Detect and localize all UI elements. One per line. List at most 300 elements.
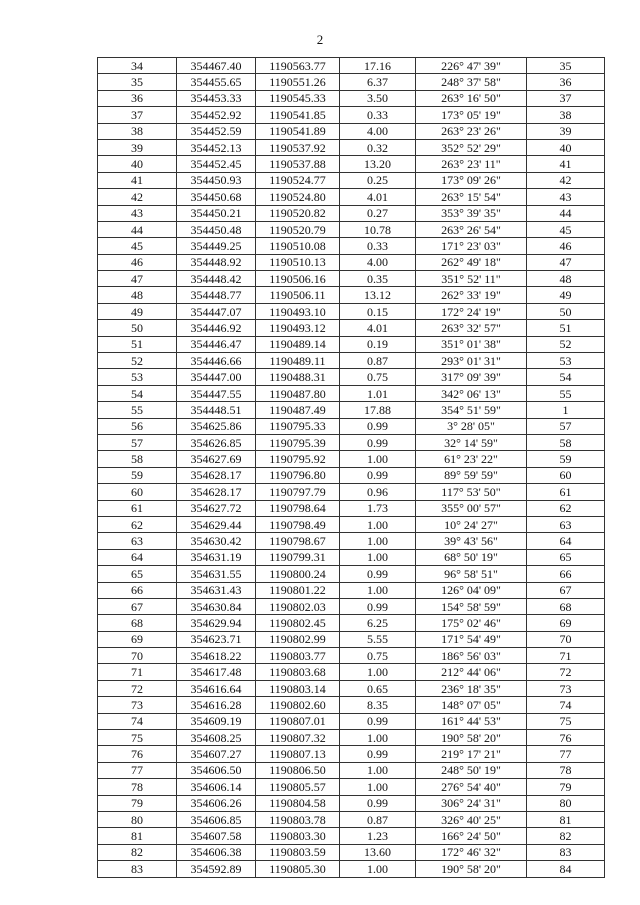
table-row: [98, 74, 605, 90]
x-coordinate-cell: 354446.47: [177, 336, 256, 352]
distance-cell: 0.99: [340, 598, 416, 614]
distance-cell: 13.12: [340, 287, 416, 303]
y-coordinate-cell: 1190803.78: [256, 811, 340, 827]
table-row: [98, 516, 605, 532]
y-coordinate-cell: 1190799.31: [256, 549, 340, 565]
distance-cell: 1.00: [340, 582, 416, 598]
page-number: 2: [316, 32, 324, 47]
x-coordinate-cell: 354616.64: [177, 680, 256, 696]
distance-cell: 1.23: [340, 828, 416, 844]
point-number-cell: 47: [98, 271, 177, 287]
x-coordinate-cell: 354448.77: [177, 287, 256, 303]
distance-cell: 1.00: [340, 451, 416, 467]
y-coordinate-cell: 1190802.03: [256, 598, 340, 614]
table-row: [98, 139, 605, 155]
distance-cell: 0.27: [340, 205, 416, 221]
next-point-number-cell: 42: [527, 172, 605, 188]
point-number-cell: 51: [98, 336, 177, 352]
point-number-cell: 40: [98, 156, 177, 172]
next-point-number-cell: 84: [527, 861, 605, 877]
point-number-cell: 72: [98, 680, 177, 696]
next-point-number-cell: 49: [527, 287, 605, 303]
table-row: [98, 303, 605, 319]
x-coordinate-cell: 354450.48: [177, 221, 256, 237]
bearing-cell: 39° 43' 56": [416, 533, 527, 549]
distance-cell: 1.00: [340, 533, 416, 549]
point-number-cell: 62: [98, 516, 177, 532]
x-coordinate-cell: 354627.72: [177, 500, 256, 516]
y-coordinate-cell: 1190807.13: [256, 746, 340, 762]
distance-cell: 1.00: [340, 664, 416, 680]
bearing-cell: 352° 52' 29": [416, 139, 527, 155]
distance-cell: 0.99: [340, 746, 416, 762]
table-row: [98, 353, 605, 369]
table-row: [98, 320, 605, 336]
bearing-cell: 96° 58' 51": [416, 566, 527, 582]
table-row: [98, 107, 605, 123]
bearing-cell: 293° 01' 31": [416, 353, 527, 369]
next-point-number-cell: 80: [527, 795, 605, 811]
table-row: [98, 205, 605, 221]
next-point-number-cell: 71: [527, 648, 605, 664]
distance-cell: 10.78: [340, 221, 416, 237]
distance-cell: 1.00: [340, 762, 416, 778]
bearing-cell: 10° 24' 27": [416, 516, 527, 532]
next-point-number-cell: 39: [527, 123, 605, 139]
bearing-cell: 317° 09' 39": [416, 369, 527, 385]
bearing-cell: 351° 01' 38": [416, 336, 527, 352]
next-point-number-cell: 38: [527, 107, 605, 123]
point-number-cell: 75: [98, 730, 177, 746]
distance-cell: 13.20: [340, 156, 416, 172]
bearing-cell: 148° 07' 05": [416, 697, 527, 713]
next-point-number-cell: 48: [527, 271, 605, 287]
next-point-number-cell: 37: [527, 90, 605, 106]
x-coordinate-cell: 354630.42: [177, 533, 256, 549]
bearing-cell: 171° 54' 49": [416, 631, 527, 647]
distance-cell: 0.87: [340, 811, 416, 827]
table-row: [98, 631, 605, 647]
next-point-number-cell: 81: [527, 811, 605, 827]
x-coordinate-cell: 354628.17: [177, 484, 256, 500]
bearing-cell: 186° 56' 03": [416, 648, 527, 664]
x-coordinate-cell: 354448.51: [177, 402, 256, 418]
y-coordinate-cell: 1190807.01: [256, 713, 340, 729]
next-point-number-cell: 74: [527, 697, 605, 713]
y-coordinate-cell: 1190803.68: [256, 664, 340, 680]
x-coordinate-cell: 354449.25: [177, 238, 256, 254]
bearing-cell: 263° 26' 54": [416, 221, 527, 237]
distance-cell: 4.01: [340, 320, 416, 336]
x-coordinate-cell: 354627.69: [177, 451, 256, 467]
bearing-cell: 190° 58' 20": [416, 861, 527, 877]
distance-cell: 5.55: [340, 631, 416, 647]
y-coordinate-cell: 1190510.08: [256, 238, 340, 254]
y-coordinate-cell: 1190796.80: [256, 467, 340, 483]
table-row: [98, 615, 605, 631]
bearing-cell: 172° 24' 19": [416, 303, 527, 319]
next-point-number-cell: 76: [527, 730, 605, 746]
point-number-cell: 45: [98, 238, 177, 254]
y-coordinate-cell: 1190806.50: [256, 762, 340, 778]
y-coordinate-cell: 1190798.49: [256, 516, 340, 532]
x-coordinate-cell: 354625.86: [177, 418, 256, 434]
point-number-cell: 66: [98, 582, 177, 598]
next-point-number-cell: 60: [527, 467, 605, 483]
table-row: [98, 336, 605, 352]
distance-cell: 0.87: [340, 353, 416, 369]
x-coordinate-cell: 354606.38: [177, 844, 256, 860]
y-coordinate-cell: 1190541.85: [256, 107, 340, 123]
table-row: [98, 828, 605, 844]
x-coordinate-cell: 354616.28: [177, 697, 256, 713]
table-row: [98, 861, 605, 877]
table-row: [98, 189, 605, 205]
y-coordinate-cell: 1190797.79: [256, 484, 340, 500]
x-coordinate-cell: 354631.43: [177, 582, 256, 598]
table-row: [98, 156, 605, 172]
next-point-number-cell: 47: [527, 254, 605, 270]
x-coordinate-cell: 354607.58: [177, 828, 256, 844]
next-point-number-cell: 70: [527, 631, 605, 647]
x-coordinate-cell: 354630.84: [177, 598, 256, 614]
y-coordinate-cell: 1190805.57: [256, 779, 340, 795]
bearing-cell: 342° 06' 13": [416, 385, 527, 401]
bearing-cell: 171° 23' 03": [416, 238, 527, 254]
x-coordinate-cell: 354446.92: [177, 320, 256, 336]
bearing-cell: 248° 37' 58": [416, 74, 527, 90]
bearing-cell: 219° 17' 21": [416, 746, 527, 762]
next-point-number-cell: 46: [527, 238, 605, 254]
point-number-cell: 58: [98, 451, 177, 467]
x-coordinate-cell: 354447.07: [177, 303, 256, 319]
point-number-cell: 53: [98, 369, 177, 385]
next-point-number-cell: 83: [527, 844, 605, 860]
x-coordinate-cell: 354450.21: [177, 205, 256, 221]
next-point-number-cell: 62: [527, 500, 605, 516]
bearing-cell: 173° 05' 19": [416, 107, 527, 123]
table-row: [98, 467, 605, 483]
bearing-cell: 276° 54' 40": [416, 779, 527, 795]
distance-cell: 6.37: [340, 74, 416, 90]
table-row: [98, 779, 605, 795]
table-row: [98, 648, 605, 664]
bearing-cell: 212° 44' 06": [416, 664, 527, 680]
x-coordinate-cell: 354606.85: [177, 811, 256, 827]
x-coordinate-cell: 354606.26: [177, 795, 256, 811]
next-point-number-cell: 65: [527, 549, 605, 565]
distance-cell: 0.75: [340, 648, 416, 664]
x-coordinate-cell: 354448.92: [177, 254, 256, 270]
y-coordinate-cell: 1190802.45: [256, 615, 340, 631]
table-row: [98, 172, 605, 188]
x-coordinate-cell: 354446.66: [177, 353, 256, 369]
distance-cell: 3.50: [340, 90, 416, 106]
point-number-cell: 38: [98, 123, 177, 139]
x-coordinate-cell: 354629.44: [177, 516, 256, 532]
next-point-number-cell: 45: [527, 221, 605, 237]
point-number-cell: 77: [98, 762, 177, 778]
bearing-cell: 263° 16' 50": [416, 90, 527, 106]
x-coordinate-cell: 354607.27: [177, 746, 256, 762]
distance-cell: 13.60: [340, 844, 416, 860]
y-coordinate-cell: 1190537.92: [256, 139, 340, 155]
y-coordinate-cell: 1190489.11: [256, 353, 340, 369]
table-row: [98, 598, 605, 614]
distance-cell: 0.96: [340, 484, 416, 500]
point-number-cell: 35: [98, 74, 177, 90]
point-number-cell: 50: [98, 320, 177, 336]
point-number-cell: 56: [98, 418, 177, 434]
table-row: [98, 697, 605, 713]
table-row: [98, 418, 605, 434]
table-row: [98, 795, 605, 811]
x-coordinate-cell: 354447.00: [177, 369, 256, 385]
next-point-number-cell: 64: [527, 533, 605, 549]
bearing-cell: 263° 23' 26": [416, 123, 527, 139]
point-number-cell: 52: [98, 353, 177, 369]
next-point-number-cell: 63: [527, 516, 605, 532]
point-number-cell: 55: [98, 402, 177, 418]
next-point-number-cell: 59: [527, 451, 605, 467]
bearing-cell: 32° 14' 59": [416, 434, 527, 450]
distance-cell: 0.65: [340, 680, 416, 696]
distance-cell: 0.35: [340, 271, 416, 287]
y-coordinate-cell: 1190803.77: [256, 648, 340, 664]
bearing-cell: 172° 46' 32": [416, 844, 527, 860]
bearing-cell: 326° 40' 25": [416, 811, 527, 827]
table-row: [98, 762, 605, 778]
y-coordinate-cell: 1190488.31: [256, 369, 340, 385]
y-coordinate-cell: 1190520.79: [256, 221, 340, 237]
next-point-number-cell: 52: [527, 336, 605, 352]
y-coordinate-cell: 1190802.99: [256, 631, 340, 647]
point-number-cell: 44: [98, 221, 177, 237]
distance-cell: 1.00: [340, 549, 416, 565]
next-point-number-cell: 69: [527, 615, 605, 631]
table-row: [98, 713, 605, 729]
y-coordinate-cell: 1190506.11: [256, 287, 340, 303]
coordinates-table: [97, 57, 605, 878]
distance-cell: 0.99: [340, 566, 416, 582]
point-number-cell: 46: [98, 254, 177, 270]
bearing-cell: 166° 24' 50": [416, 828, 527, 844]
x-coordinate-cell: 354448.42: [177, 271, 256, 287]
point-number-cell: 65: [98, 566, 177, 582]
y-coordinate-cell: 1190524.77: [256, 172, 340, 188]
x-coordinate-cell: 354631.55: [177, 566, 256, 582]
bearing-cell: 175° 02' 46": [416, 615, 527, 631]
distance-cell: 1.01: [340, 385, 416, 401]
bearing-cell: 248° 50' 19": [416, 762, 527, 778]
table-row: [98, 287, 605, 303]
y-coordinate-cell: 1190551.26: [256, 74, 340, 90]
y-coordinate-cell: 1190520.82: [256, 205, 340, 221]
next-point-number-cell: 82: [527, 828, 605, 844]
y-coordinate-cell: 1190537.88: [256, 156, 340, 172]
bearing-cell: 263° 15' 54": [416, 189, 527, 205]
next-point-number-cell: 68: [527, 598, 605, 614]
point-number-cell: 73: [98, 697, 177, 713]
point-number-cell: 71: [98, 664, 177, 680]
x-coordinate-cell: 354453.33: [177, 90, 256, 106]
distance-cell: 0.99: [340, 418, 416, 434]
y-coordinate-cell: 1190807.32: [256, 730, 340, 746]
y-coordinate-cell: 1190801.22: [256, 582, 340, 598]
point-number-cell: 34: [98, 58, 177, 74]
bearing-cell: 117° 53' 50": [416, 484, 527, 500]
table-row: [98, 566, 605, 582]
table-row: [98, 254, 605, 270]
distance-cell: 0.33: [340, 107, 416, 123]
next-point-number-cell: 61: [527, 484, 605, 500]
distance-cell: 1.00: [340, 730, 416, 746]
distance-cell: 4.00: [340, 123, 416, 139]
next-point-number-cell: 40: [527, 139, 605, 155]
distance-cell: 1.00: [340, 779, 416, 795]
y-coordinate-cell: 1190563.77: [256, 58, 340, 74]
table-row: [98, 730, 605, 746]
table-row: [98, 533, 605, 549]
table-row: [98, 451, 605, 467]
table-row: [98, 500, 605, 516]
next-point-number-cell: 78: [527, 762, 605, 778]
y-coordinate-cell: 1190803.59: [256, 844, 340, 860]
distance-cell: 0.15: [340, 303, 416, 319]
next-point-number-cell: 75: [527, 713, 605, 729]
y-coordinate-cell: 1190800.24: [256, 566, 340, 582]
bearing-cell: 154° 58' 59": [416, 598, 527, 614]
point-number-cell: 69: [98, 631, 177, 647]
x-coordinate-cell: 354628.17: [177, 467, 256, 483]
x-coordinate-cell: 354452.92: [177, 107, 256, 123]
distance-cell: 0.32: [340, 139, 416, 155]
table-row: [98, 549, 605, 565]
point-number-cell: 60: [98, 484, 177, 500]
bearing-cell: 190° 58' 20": [416, 730, 527, 746]
table-row: [98, 582, 605, 598]
bearing-cell: 263° 23' 11": [416, 156, 527, 172]
x-coordinate-cell: 354467.40: [177, 58, 256, 74]
x-coordinate-cell: 354452.59: [177, 123, 256, 139]
next-point-number-cell: 77: [527, 746, 605, 762]
y-coordinate-cell: 1190487.49: [256, 402, 340, 418]
bearing-cell: 89° 59' 59": [416, 467, 527, 483]
next-point-number-cell: 73: [527, 680, 605, 696]
distance-cell: 1.73: [340, 500, 416, 516]
distance-cell: 1.00: [340, 516, 416, 532]
next-point-number-cell: 36: [527, 74, 605, 90]
point-number-cell: 68: [98, 615, 177, 631]
y-coordinate-cell: 1190510.13: [256, 254, 340, 270]
bearing-cell: 236° 18' 35": [416, 680, 527, 696]
y-coordinate-cell: 1190795.39: [256, 434, 340, 450]
bearing-cell: 306° 24' 31": [416, 795, 527, 811]
bearing-cell: 262° 33' 19": [416, 287, 527, 303]
y-coordinate-cell: 1190804.58: [256, 795, 340, 811]
table-row: [98, 484, 605, 500]
distance-cell: 17.16: [340, 58, 416, 74]
next-point-number-cell: 44: [527, 205, 605, 221]
x-coordinate-cell: 354626.85: [177, 434, 256, 450]
distance-cell: 17.88: [340, 402, 416, 418]
next-point-number-cell: 66: [527, 566, 605, 582]
y-coordinate-cell: 1190489.14: [256, 336, 340, 352]
distance-cell: 8.35: [340, 697, 416, 713]
point-number-cell: 36: [98, 90, 177, 106]
distance-cell: 0.19: [340, 336, 416, 352]
x-coordinate-cell: 354592.89: [177, 861, 256, 877]
table-row: [98, 271, 605, 287]
next-point-number-cell: 51: [527, 320, 605, 336]
x-coordinate-cell: 354455.65: [177, 74, 256, 90]
point-number-cell: 76: [98, 746, 177, 762]
distance-cell: 6.25: [340, 615, 416, 631]
bearing-cell: 263° 32' 57": [416, 320, 527, 336]
bearing-cell: 353° 39' 35": [416, 205, 527, 221]
point-number-cell: 61: [98, 500, 177, 516]
x-coordinate-cell: 354447.55: [177, 385, 256, 401]
table-row: [98, 434, 605, 450]
x-coordinate-cell: 354617.48: [177, 664, 256, 680]
point-number-cell: 82: [98, 844, 177, 860]
point-number-cell: 59: [98, 467, 177, 483]
bearing-cell: 351° 52' 11": [416, 271, 527, 287]
point-number-cell: 37: [98, 107, 177, 123]
distance-cell: 0.99: [340, 713, 416, 729]
bearing-cell: 226° 47' 39": [416, 58, 527, 74]
table-row: [98, 123, 605, 139]
y-coordinate-cell: 1190798.64: [256, 500, 340, 516]
point-number-cell: 64: [98, 549, 177, 565]
point-number-cell: 67: [98, 598, 177, 614]
next-point-number-cell: 79: [527, 779, 605, 795]
y-coordinate-cell: 1190493.10: [256, 303, 340, 319]
table-row: [98, 402, 605, 418]
next-point-number-cell: 43: [527, 189, 605, 205]
point-number-cell: 70: [98, 648, 177, 664]
table-row: [98, 844, 605, 860]
x-coordinate-cell: 354606.50: [177, 762, 256, 778]
bearing-cell: 68° 50' 19": [416, 549, 527, 565]
x-coordinate-cell: 354606.14: [177, 779, 256, 795]
distance-cell: 0.99: [340, 467, 416, 483]
y-coordinate-cell: 1190803.30: [256, 828, 340, 844]
table-body: [98, 58, 605, 878]
x-coordinate-cell: 354608.25: [177, 730, 256, 746]
bearing-cell: 355° 00' 57": [416, 500, 527, 516]
table-row: [98, 221, 605, 237]
y-coordinate-cell: 1190545.33: [256, 90, 340, 106]
point-number-cell: 49: [98, 303, 177, 319]
bearing-cell: 61° 23' 22": [416, 451, 527, 467]
next-point-number-cell: 67: [527, 582, 605, 598]
x-coordinate-cell: 354450.68: [177, 189, 256, 205]
y-coordinate-cell: 1190803.14: [256, 680, 340, 696]
y-coordinate-cell: 1190795.33: [256, 418, 340, 434]
y-coordinate-cell: 1190487.80: [256, 385, 340, 401]
next-point-number-cell: 50: [527, 303, 605, 319]
next-point-number-cell: 57: [527, 418, 605, 434]
y-coordinate-cell: 1190798.67: [256, 533, 340, 549]
point-number-cell: 43: [98, 205, 177, 221]
table-row: [98, 811, 605, 827]
point-number-cell: 39: [98, 139, 177, 155]
next-point-number-cell: 53: [527, 353, 605, 369]
y-coordinate-cell: 1190506.16: [256, 271, 340, 287]
table-row: [98, 58, 605, 74]
point-number-cell: 54: [98, 385, 177, 401]
